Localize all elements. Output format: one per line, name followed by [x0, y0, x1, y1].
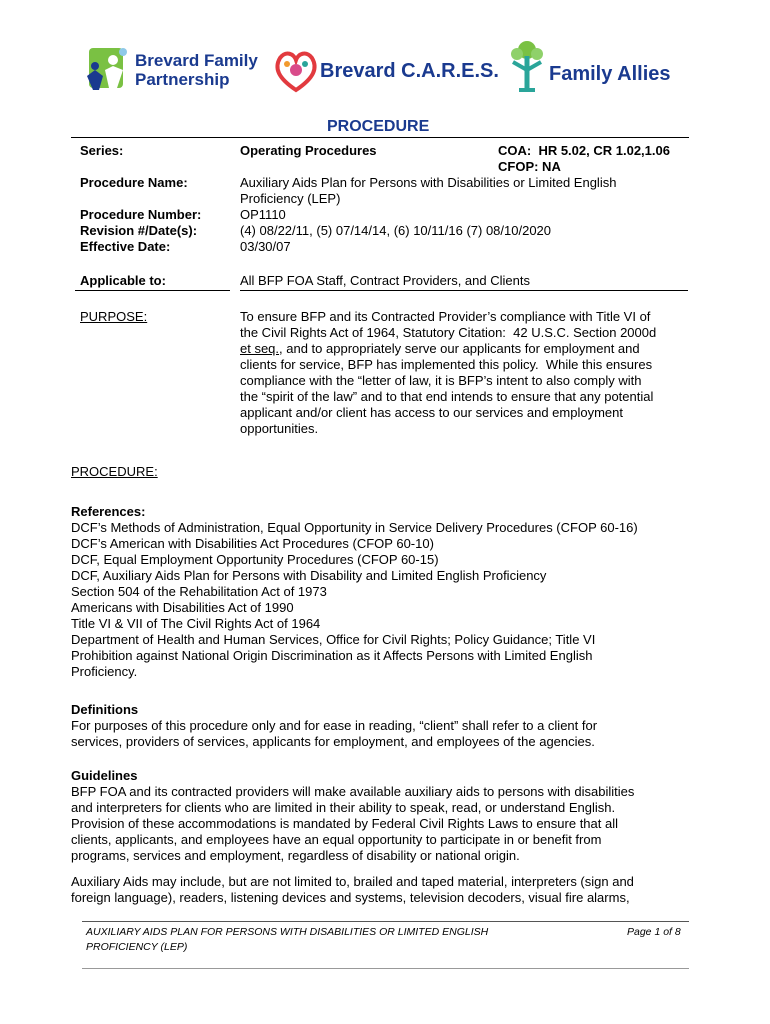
guidelines-line: BFP FOA and its contracted providers will make available auxiliary aids to persons with disabilities [71, 784, 635, 799]
purpose-label: PURPOSE: [80, 309, 148, 324]
definitions-heading: Definitions [71, 702, 139, 717]
footer-page-number: Page 1 of 8 [627, 926, 681, 938]
purpose-line: opportunities. [240, 421, 319, 436]
cfop-value: CFOP: NA [498, 159, 561, 174]
guidelines-heading: Guidelines [71, 768, 138, 783]
reference-item: Title VI & VII of The Civil Rights Act of 1964 [71, 616, 321, 631]
cares-heart-icon [272, 46, 320, 94]
guidelines-line: and interpreters for clients who are limited in their ability to speak, read, or understand English. [71, 800, 616, 815]
procedure-number-value: OP1110 [240, 207, 286, 222]
guidelines-paragraph-1 [71, 784, 691, 864]
procedure-section-label: PROCEDURE: [71, 464, 158, 479]
purpose-line: clients for service, BFP has implemented this policy. While this ensures [240, 357, 653, 372]
guidelines-paragraph-2 [71, 874, 691, 906]
reference-item: Americans with Disabilities Act of 1990 [71, 600, 294, 615]
definitions-text [71, 718, 691, 750]
applicable-rule-right [240, 290, 688, 291]
footer-bottom-rule [82, 968, 689, 969]
reference-item: DCF, Equal Employment Opportunity Procedures (CFOP 60-15) [71, 552, 439, 567]
procedure-name-label: Procedure Name: [80, 175, 188, 190]
allies-tree-icon [505, 40, 549, 94]
allies-logo-text: Family Allies [549, 63, 671, 85]
applicable-value: All BFP FOA Staff, Contract Providers, and Clients [240, 273, 530, 288]
effective-date-value: 03/30/07 [240, 239, 291, 254]
guidelines-line: Auxiliary Aids may include, but are not limited to, brailed and taped material, interpreters (sign and [71, 874, 634, 889]
reference-item: DCF’s Methods of Administration, Equal Opportunity in Service Delivery Procedures (CFOP 60-16) [71, 520, 638, 535]
purpose-line: To ensure BFP and its Contracted Provider’s compliance with Title VI of [240, 309, 651, 324]
procedure-name-value-2: Proficiency (LEP) [240, 191, 341, 206]
guidelines-line: foreign language), readers, listening devices and systems, television decoders, visual fire alarms, [71, 890, 630, 905]
guidelines-line: clients, applicants, and employees have an equal opportunity to participate in or benefit from [71, 832, 602, 847]
purpose-line: the Civil Rights Act of 1964, Statutory Citation: 42 U.S.C. Section 2000d [240, 325, 657, 340]
purpose-line: applicant and/or client has access to our services and employment [240, 405, 623, 420]
et-seq-citation: et seq. [240, 341, 280, 356]
procedure-name-value-1: Auxiliary Aids Plan for Persons with Disabilities or Limited English [240, 175, 617, 190]
cares-logo-text: Brevard C.A.R.E.S. [320, 60, 499, 82]
reference-item: DCF, Auxiliary Aids Plan for Persons with Disability and Limited English Proficiency [71, 568, 547, 583]
footer-title-line-1: AUXILIARY AIDS PLAN FOR PERSONS WITH DISABILITIES OR LIMITED ENGLISH [86, 926, 489, 938]
applicable-rule-left [75, 290, 230, 291]
procedure-number-label: Procedure Number: [80, 207, 202, 222]
series-label: Series: [80, 143, 124, 158]
guidelines-line: programs, services and employment, regardless of disability or national origin. [71, 848, 520, 863]
page-title: PROCEDURE [327, 118, 430, 135]
effective-date-label: Effective Date: [80, 239, 171, 254]
revision-value: (4) 08/22/11, (5) 07/14/14, (6) 10/11/16 (7) 08/10/2020 [240, 223, 552, 238]
purpose-line: compliance with the “letter of law, it is BFP’s intent to also comply with [240, 373, 642, 388]
reference-item: Prohibition against National Origin Discrimination as it Affects Persons with Limited English [71, 648, 593, 663]
bfp-logo-line1: Brevard Family [135, 51, 258, 70]
purpose-text [240, 309, 688, 437]
reference-item: DCF’s American with Disabilities Act Procedures (CFOP 60-10) [71, 536, 434, 551]
footer-title [86, 925, 546, 955]
family-allies-logo [505, 40, 690, 94]
coa-value: COA: HR 5.02, CR 1.02,1.06 [498, 143, 670, 158]
reference-item: Section 504 of the Rehabilitation Act of 1973 [71, 584, 327, 599]
brevard-cares-logo [272, 46, 497, 94]
series-value: Operating Procedures [240, 143, 377, 158]
revision-label: Revision #/Date(s): [80, 223, 198, 238]
footer-top-rule [82, 921, 689, 922]
reference-item: Proficiency. [71, 664, 138, 679]
footer-title-line-2: PROFICIENCY (LEP) [86, 941, 188, 953]
brevard-family-partnership-logo [83, 46, 263, 94]
bfp-logo-line2: Partnership [135, 70, 230, 89]
applicable-label: Applicable to: [80, 273, 166, 288]
title-rule [71, 137, 689, 138]
purpose-line: the “spirit of the law” and to that end intends to ensure that any potential [240, 389, 654, 404]
references-list [71, 520, 691, 680]
definitions-line: services, providers of services, applicants for employment, and employees of the agencies. [71, 734, 595, 749]
references-heading: References: [71, 504, 146, 519]
definitions-line: For purposes of this procedure only and for ease in reading, “client” shall refer to a client for [71, 718, 598, 733]
bfp-figure-icon [83, 46, 129, 94]
reference-item: Department of Health and Human Services, Office for Civil Rights; Policy Guidance; Title VI [71, 632, 596, 647]
purpose-line: et seq., and to appropriately serve our applicants for employment and [240, 341, 640, 356]
guidelines-line: Provision of these accommodations is mandated by Federal Civil Rights Laws to ensure that all [71, 816, 618, 831]
